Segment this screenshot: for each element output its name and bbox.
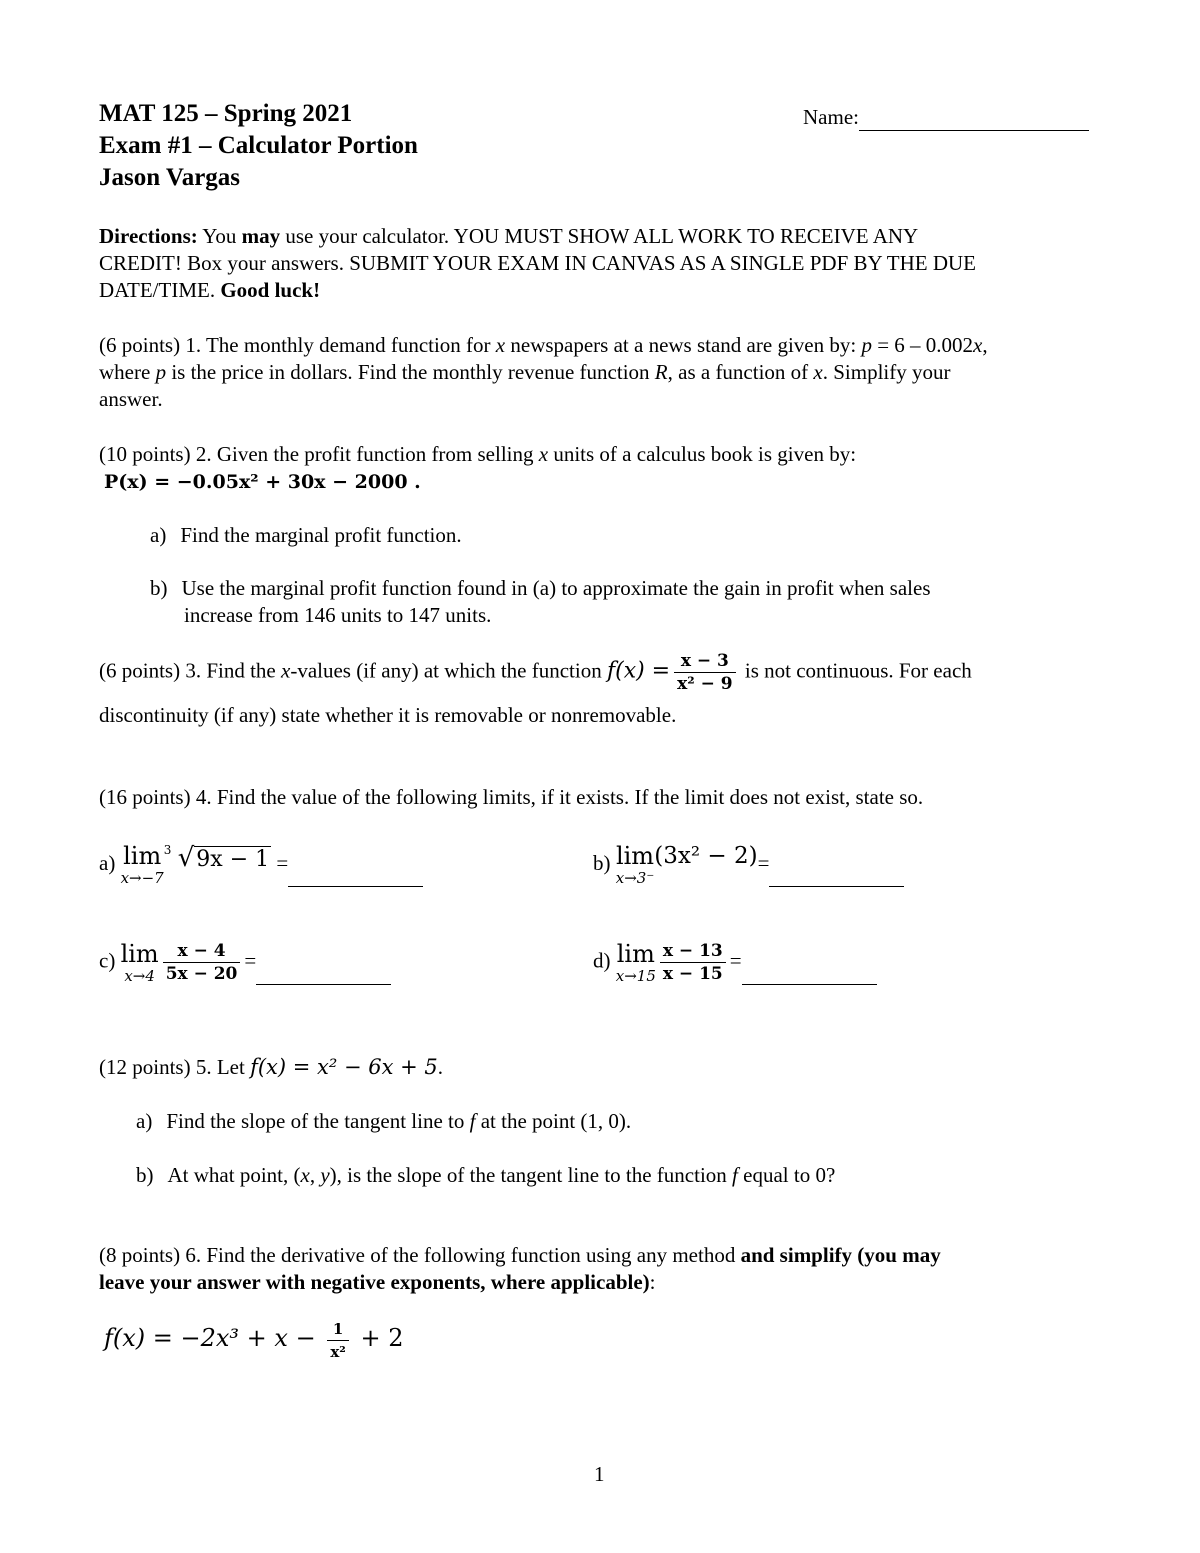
limit-b: lim x→3⁻ (615, 842, 655, 887)
q3-function: f(x) = (606, 658, 671, 684)
q3-line-2: discontinuity (if any) state whether it is removable or nonremovable. (99, 703, 677, 727)
q5-intro: (12 points) 5. Let f(x) = x² − 6x + 5. (99, 1055, 443, 1079)
q2-part-b-cont: increase from 146 units to 147 units. (184, 603, 492, 627)
q4-intro: (16 points) 4. Find the value of the following limits, if it exists. If the limit does not exist, state so. (99, 785, 924, 809)
q2-part-b: b) Use the marginal profit function found in (a) to approximate the gain in profit when sales (150, 576, 931, 600)
q2-part-a: a) Find the marginal profit function. (150, 523, 462, 547)
cube-root: 3 √9x − 1 (163, 843, 270, 873)
q3-fraction: $\frac{x - 3}{\text{x² − 9}}$ (674, 650, 736, 695)
q6-line-1: (8 points) 6. Find the derivative of the following function using any method and simplify (you may (99, 1243, 941, 1267)
q6-line-2: leave your answer with negative exponents, where applicable): (99, 1270, 656, 1294)
instructor-name: Jason Vargas (99, 164, 241, 191)
directions-line-1: Directions: You may use your calculator. YOU MUST SHOW ALL WORK TO RECEIVE ANY (99, 224, 919, 248)
q1-line-3: answer. (99, 387, 163, 411)
name-label: Name: (803, 105, 859, 129)
q4-part-d: d) lim x→15 $\frac{x - 13}{x - 15}$ = (593, 940, 877, 985)
q1-line-2: where p is the price in dollars. Find the monthly revenue function R, as a function of x. Simplify your (99, 360, 951, 384)
limit-a: lim x→−7 (120, 842, 164, 887)
directions-line-3: DATE/TIME. Good luck! (99, 278, 321, 302)
fraction-d: $\frac{x - 13}{x - 15}$ (660, 940, 726, 985)
course-title: MAT 125 – Spring 2021 (99, 100, 353, 127)
directions-label: Directions: (99, 224, 198, 248)
q2-profit-formula: P(x) = −0.05x² + 30x − 2000 . (104, 471, 421, 493)
answer-blank-d[interactable] (742, 960, 877, 985)
q4-part-b: b) lim x→3⁻ (3x² − 2)= (593, 843, 904, 887)
q6-formula: f(x) = −2x³ + x − $\frac{1}{\text{x²}}$ + 2 (104, 1320, 404, 1361)
limit-c: lim x→4 (120, 939, 159, 985)
q1-line-1: (6 points) 1. The monthly demand function for x newspapers at a news stand are given by: p = 6 – 0.002x, (99, 333, 988, 357)
q6-fraction: $\frac{1}{\text{x²}}$ (327, 1318, 349, 1363)
limit-d: lim x→15 (615, 939, 656, 985)
answer-blank-b[interactable] (769, 862, 904, 887)
q3-line-1: (6 points) 3. Find the x-values (if any) at which the function f(x) = $\frac{x - 3}{\text{x² − 9}}$ is not continuous. For each (99, 651, 972, 694)
fraction-c: $\frac{x - 4}{5x - 20}$ (163, 940, 241, 985)
directions-line-2: CREDIT! Box your answers. SUBMIT YOUR EXAM IN CANVAS AS A SINGLE PDF BY THE DUE (99, 251, 976, 275)
name-blank-line[interactable] (859, 108, 1089, 131)
q4-part-c: c) lim x→4 $\frac{x - 4}{5x - 20}$ = (99, 940, 391, 985)
q4-part-a: a) lim x→−7 3 √9x − 1 = (99, 843, 423, 887)
page-number: 1 (594, 1462, 605, 1486)
exam-title: Exam #1 – Calculator Portion (99, 132, 418, 159)
q5-function: f(x) = x² − 6x + 5 (250, 1055, 438, 1079)
answer-blank-a[interactable] (288, 862, 423, 887)
good-luck: Good luck! (220, 278, 321, 302)
answer-blank-c[interactable] (256, 960, 391, 985)
q5-part-b: b) At what point, (x, y), is the slope of the tangent line to the function f equal to 0? (136, 1163, 836, 1187)
name-field[interactable] (803, 104, 1089, 131)
q5-part-a: a) Find the slope of the tangent line to f at the point (1, 0). (136, 1109, 632, 1133)
q2-line-1: (10 points) 2. Given the profit function from selling x units of a calculus book is given by: (99, 442, 857, 466)
